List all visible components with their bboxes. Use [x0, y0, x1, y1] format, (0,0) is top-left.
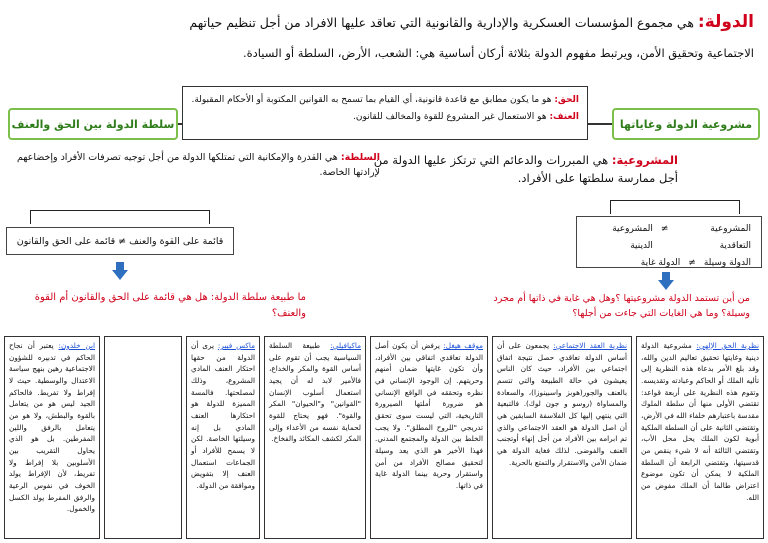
bracket-right: [610, 200, 740, 214]
topic-tag-state-legitimacy: مشروعية الدولة وغاياتها: [612, 108, 760, 140]
right-violence-definitions-box: [182, 86, 588, 140]
column-social-contract: نظرية العقد الاجتماعي: يجمعون على أن أساس الدولة تعاقدي حصل نتيجة اتفاق اجتماعي بين الأفراد، حيث كان الناس يعيشون في حالة الطبيعة والتي تتسم بالعنف والجور(هوبز واسبينوزا)، والسعادة والمساواة (روسو و جون لوك). فالتبعية التي ينتهي إليها كل الفلاسفة السابقين هي أن اصل الدولة هو العقد الاجتماعي والذي تم ابرامه بين الأفراد من أجل إنهاء أوتجنب العنف والفوضى. لذلك فغاية الدولة هي ضمان الأمن والاستقرار والتمتع بالحرية.: [492, 336, 632, 539]
arrow-down-icon: [658, 272, 674, 290]
contrast-row-2: الدولة وسيلة ≠ الدولة غاية: [640, 258, 751, 269]
bracket-left: [30, 210, 210, 224]
legitimacy-definition: المشروعية: هي المبررات والدعائم التي ترتكز عليها الدولة من أجل ممارسة سلطتها على الأفراد.: [373, 153, 678, 185]
question-authority: ما طبيعة سلطة الدولة: هل هي قائمة على الحق والقانون أم القوة والعنف؟: [34, 292, 306, 319]
column-hegel: موقف هيغل: يرفض أن يكون أصل الدولة تعاقدي اتفاقي بين الأفراد، وأن تكون غايتها ضمان أمنهم وحريتهم. إن الوجود الإنساني في نظره وتحققه في الواقع الإنساني هو ضرورة أملتها الصيرورة التاريخية، التي ليست سوى تحقق تدريجي "للروح المطلق". ولا يجب الخلط بين الدولة والمجتمع المدني. فهذا الأخير هو الذي يعد وسيلة لتحقيق مصالح الأفراد من أمن واستقرار وحرية بينما الدولة غاية في ذاتها.: [370, 336, 488, 539]
header-definition-line2: الاجتماعية وتحقيق الأمن، ويرتبط مفهوم الدولة بثلاثة أركان أساسية هي: الشعب، الأرض، السلطة أو السيادة.: [242, 46, 754, 60]
column-divine-right: نظرية الحق الإلهي: مشروعية الدولة دينية وغايتها تحقيق تعاليم الدين والله، وقد بلغ الأمر بدعاة هذه النظرية إلى تأليه الملك أو الحاكم وعبادته وتقديسه. وتقوم هذه النظرية على أربعة قواعد: تقتضي الأولى منها أن سلطة الملوك مقدسة باعتبارهم خلفاء الله في الأرض، وتقتضي الثانية على أن السلطة الملكية أبوية لكون الملك يحل محل الأب، وتقتضي الثالثة أنه لا شيء ينقص من قدسيتها، وتقتضي الرابعة أن السلطة الملكية لا يمكن أن تكون موضوع اعتراض طالما أن الملك مفوض من الله.: [636, 336, 764, 539]
state-definition: هي مجموع المؤسسات العسكرية والإدارية والقانونية التي تعاقد عليها الافراد من أجل تنظيم حياتهم: [189, 15, 694, 30]
authority-contrast-box: قائمة على القوة والعنف ≠ قائمة على الحق والقانون: [6, 227, 234, 255]
column-empty: [104, 336, 182, 539]
column-machiavelli: ماكيافيلي: طبيعة السلطة السياسية يجب أن تقوم على أساس القوة والمكر والخداع، فالأمير لابد له أن يجيد استعمال أسلوب الإنسان "القوانين" و"الحيوان" المكر والقوة". فهو يحتاج للقوة لحماية نفسه من الأعداء وإلى المكر لكشف المكائد والفخاخ.: [264, 336, 366, 539]
legitimacy-term: المشروعية:: [611, 153, 678, 167]
violence-term: العنف:: [549, 112, 579, 123]
arrow-down-icon: [112, 262, 128, 280]
header-definition-line1: [14, 12, 754, 32]
right-definition: الحق: هو ما يكون مطابق مع قاعدة قانونية، أي القيام بما تسمح به القوانين المكتوبة أو الأحكام المقبولة.: [191, 95, 579, 105]
state-term: الدولة:: [697, 12, 754, 32]
right-term: الحق:: [554, 95, 579, 105]
column-max-weber: ماكس فيبر: يرى أن الدولة من حقها احتكار العنف المادي المشروع، وذلك لمصلحتها. فالمسة المميزة للدولة هو احتكارها العنف المادي بل إنه وسيلتها الخاصة. لكن لا يسمح للأفراد أو الجماعات استعمال العنف إلا بتفويض وموافقة من الدولة.: [186, 336, 260, 539]
topic-tag-state-authority: سلطة الدولة بين الحق والعنف: [8, 108, 178, 140]
authority-term: السلطة:: [340, 152, 380, 163]
violence-definition: العنف: هو الاستعمال غير المشروع للقوة والمخالف للقانون.: [353, 112, 579, 123]
contrast-row-1: المشروعية التعاقدية ≠ المشروعية الدينية: [612, 224, 751, 252]
question-legitimacy: من أين تستمد الدولة مشروعيتها ؟وهل هي غاية في ذاتها أم مجرد وسيلة؟ وما هي الغايات التي جاءت من أجلها؟: [493, 293, 750, 319]
column-ibn-khaldun: ابن خلدون: يعتبر أن نجاح الحاكم في تدبيره للشؤون الاجتماعية رهين بنهج سياسة الاعتدال والوسطية. حيث لا إفراط ولا تفريط. فالحاكم الجيد ليس هو من يتعامل بالقوة والبطش، ولا هو من يتعامل بالرفق واللين المفرطين. بل هو الذي يحاول التقريب بين الأسلوبين بلا إفراط ولا تفريط، لأن الإفراط يولد الخوف في نفوس الرعية والرفق المفرط يولد الكسل والخمول.: [4, 336, 100, 539]
connector-right: [588, 123, 612, 125]
legitimacy-contrast-box: [576, 216, 762, 268]
authority-definition: السلطة: هي القدرة والإمكانية التي تمتلكها الدولة من أجل توجيه تصرفات الأفراد وإخضاعهم لإرادتها الخاصة.: [16, 152, 380, 179]
